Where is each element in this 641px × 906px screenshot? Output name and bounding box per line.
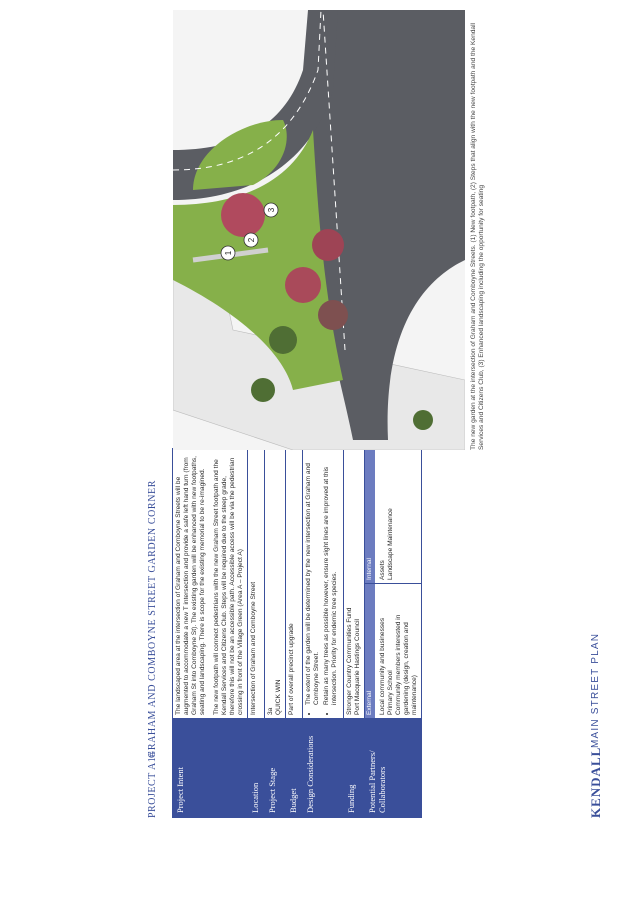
- value-budget: Part of overall precinct upgrade: [286, 449, 303, 719]
- row-project-intent: [173, 449, 248, 818]
- design-list: [305, 452, 339, 715]
- design-bullet-1: • The extent of the garden will be determined by the new intersection at Graham and Comboyne Street.: [305, 452, 321, 705]
- label-partners: Potential Partners/ Collaborators: [365, 719, 422, 818]
- external-list: [377, 584, 421, 718]
- stage-name: QUICK WIN: [275, 679, 283, 715]
- external-heading: External: [365, 584, 375, 718]
- external-item: Local community and businesses: [379, 617, 387, 715]
- tree-canopy: [312, 229, 344, 261]
- funding-line-2: Port Macquarie Hastings Council: [354, 618, 361, 715]
- tree-canopy: [221, 193, 265, 237]
- label-project-intent: Project Intent: [173, 719, 248, 818]
- label-project-stage: Project Stage: [265, 719, 286, 818]
- plan-caption: The new garden at the intersection of Graham and Comboyne Streets. (1) New footpath, (2) Steps that align with the new footpath and the Kendall Services and Citizens Club, (3) Enhanced landscaping including the opportunity for seating: [470, 22, 486, 450]
- garden-plan-render: [173, 10, 465, 450]
- label-design: Design Considerations: [302, 719, 343, 818]
- design-bullet-2: • Retain as many trees as possible however, ensure sight lines are improved at this intersection. Priority for endemic tree species.: [323, 452, 339, 705]
- marker-1-label: 1: [224, 250, 233, 256]
- value-project-intent: [173, 449, 248, 719]
- value-funding: [343, 449, 364, 719]
- row-budget: [286, 449, 303, 818]
- external-item: Primary School: [387, 670, 395, 715]
- document-name: MAIN STREET PLAN: [590, 632, 601, 748]
- label-budget: Budget: [286, 719, 303, 818]
- tree-canopy: [285, 267, 321, 303]
- funding-line-1: Stronger Country Communities Fund: [345, 607, 353, 715]
- row-partners: [365, 449, 422, 818]
- brand-logo-text: KENDALL: [588, 746, 603, 818]
- internal-col: [365, 449, 421, 584]
- intent-paragraph-1: The landscaped area at the intersection of Graham and Comboyne Streets will be augmented to accommodate a new T intersection and provide a safe left hand turn (from Graham St into Comboyne St). The existing garden will be enhanced with new footpaths, seating and landscaping. There is scope for the existing memorial to be re-imagined.: [175, 455, 207, 715]
- row-project-stage: [265, 449, 286, 818]
- tree-canopy: [269, 326, 297, 354]
- tree-canopy: [413, 410, 433, 430]
- page-title: GRAHAM AND COMBOYNE STREET GARDEN CORNER: [147, 480, 158, 758]
- stage-number: 3a: [267, 707, 275, 715]
- external-item: Community members interested in gardening (design, creation and maintenance): [395, 614, 419, 715]
- label-funding: Funding: [343, 719, 364, 818]
- row-design: [302, 449, 343, 818]
- value-design: [302, 449, 343, 719]
- internal-item: Landscape Maintenance: [387, 508, 395, 580]
- project-table: [172, 448, 422, 818]
- internal-list: [377, 449, 397, 583]
- external-col: [365, 584, 421, 718]
- value-project-stage: [265, 449, 286, 719]
- internal-heading: Internal: [365, 449, 375, 583]
- marker-2-label: 2: [247, 237, 256, 243]
- tree-canopy: [251, 378, 275, 402]
- label-location: Location: [248, 719, 265, 818]
- tree-canopy: [318, 300, 348, 330]
- project-code: PROJECT A1#: [147, 751, 158, 818]
- intent-paragraph-2: The new footpath will connect pedestrians with the new Graham Street footpath and the Kendall Services and Citizens Club. Steps will be required due to the steep grade, therefore this will not be an accessible path. Accessible access will be via the pedestrian crossing in front of the Village Green (Area A – Project A): [213, 457, 245, 715]
- row-location: [248, 449, 265, 818]
- internal-item: Assets: [379, 560, 387, 580]
- value-location: Intersection of Graham and Comboyne Street: [248, 449, 265, 719]
- row-funding: [343, 449, 364, 818]
- partners-split: [365, 449, 421, 718]
- value-partners: [365, 449, 422, 719]
- marker-3-label: 3: [267, 207, 276, 213]
